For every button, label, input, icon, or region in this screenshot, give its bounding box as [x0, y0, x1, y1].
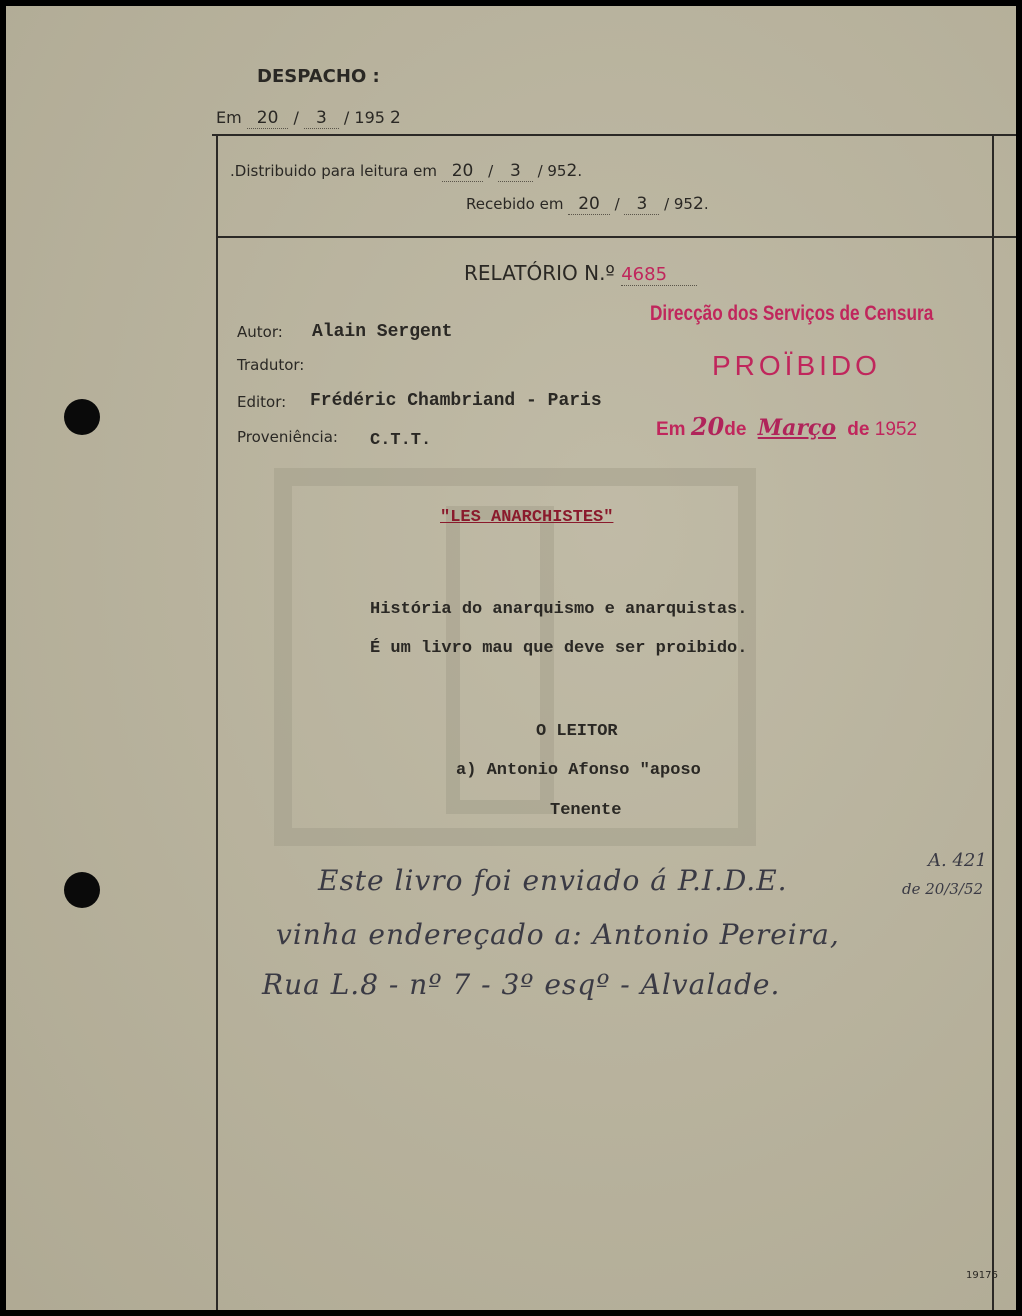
header-rule	[212, 134, 1016, 136]
punch-hole-bottom	[64, 872, 100, 908]
handwritten-line-3: Rua L.8 - nº 7 - 3º esqº - Alvalade.	[262, 968, 781, 1001]
recebido-month: 3	[624, 194, 659, 215]
left-margin-rule	[216, 134, 218, 1310]
relatorio-label: RELATÓRIO N.º	[464, 261, 615, 285]
stamp-day: 20	[690, 412, 725, 441]
despacho-label: DESPACHO :	[257, 66, 380, 87]
leitor-signature: a) Antonio Afonso "aposo	[456, 761, 701, 780]
despacho-date: Em 20 / 3 / 195 2	[216, 108, 401, 128]
right-margin-rule	[992, 134, 994, 1310]
recebido-day: 20	[568, 194, 610, 215]
despacho-day: 20	[247, 108, 289, 129]
book-title: "LES ANARCHISTES"	[440, 508, 614, 527]
editor-label: Editor:	[237, 393, 287, 411]
body-line-1: História do anarquismo e anarquistas.	[370, 600, 748, 619]
recebido-label: Recebido em	[466, 195, 564, 213]
autor-label: Autor:	[237, 323, 283, 341]
despacho-em-label: Em	[216, 108, 242, 127]
distribuido-label: Distribuido para leitura em	[234, 162, 437, 180]
distribuido-month: 3	[498, 161, 533, 182]
leitor-rank: Tenente	[550, 801, 622, 820]
handwritten-line-2: vinha endereçado a: Antonio Pereira,	[276, 918, 840, 951]
punch-hole-top	[64, 399, 100, 435]
stamp-de2: de	[847, 419, 870, 440]
proveniencia-value: C.T.T.	[370, 431, 432, 450]
autor-value: Alain Sergent	[312, 322, 453, 342]
distribuido-year-prefix: 95	[547, 162, 567, 180]
despacho-year-prefix: 195	[354, 108, 385, 127]
footer-code: 19176	[966, 1270, 998, 1281]
distribuido-line: .Distribuido para leitura em 20 / 3 / 952.	[230, 161, 583, 181]
document-page	[6, 6, 1016, 1310]
handwritten-line-1: Este livro foi enviado á P.I.D.E.	[318, 864, 788, 897]
stamp-proibido: PROÏBIDO	[712, 350, 881, 381]
stamp-date	[656, 412, 917, 441]
recebido-year-suffix: 2	[692, 194, 704, 214]
stamp-year: 1952	[874, 419, 918, 440]
relatorio-line	[464, 261, 697, 285]
recebido-line: Recebido em 20 / 3 / 952.	[466, 194, 709, 214]
stamp-direccao: Direcção dos Serviços de Censura	[650, 302, 934, 325]
distribution-rule	[218, 236, 1016, 238]
distribuido-day: 20	[442, 161, 484, 182]
tradutor-label: Tradutor:	[237, 356, 305, 374]
body-line-2: É um livro mau que deve ser proibido.	[370, 639, 748, 658]
stamp-de1: de	[724, 419, 747, 440]
despacho-year-suffix: 2	[390, 108, 401, 128]
despacho-month: 3	[304, 108, 339, 129]
stamp-month: Março	[757, 415, 837, 441]
distribuido-year-suffix: 2	[566, 161, 578, 181]
handwritten-ref-date: de 20/3/52	[902, 880, 984, 898]
stamp-em: Em	[656, 419, 686, 440]
handwritten-ref: A. 421	[928, 850, 987, 871]
proveniencia-label: Proveniência:	[237, 428, 338, 446]
editor-value: Frédéric Chambriand - Paris	[310, 391, 602, 411]
recebido-year-prefix: 95	[673, 195, 693, 213]
leitor-label: O LEITOR	[536, 722, 618, 741]
relatorio-numero: 4685	[621, 264, 697, 286]
